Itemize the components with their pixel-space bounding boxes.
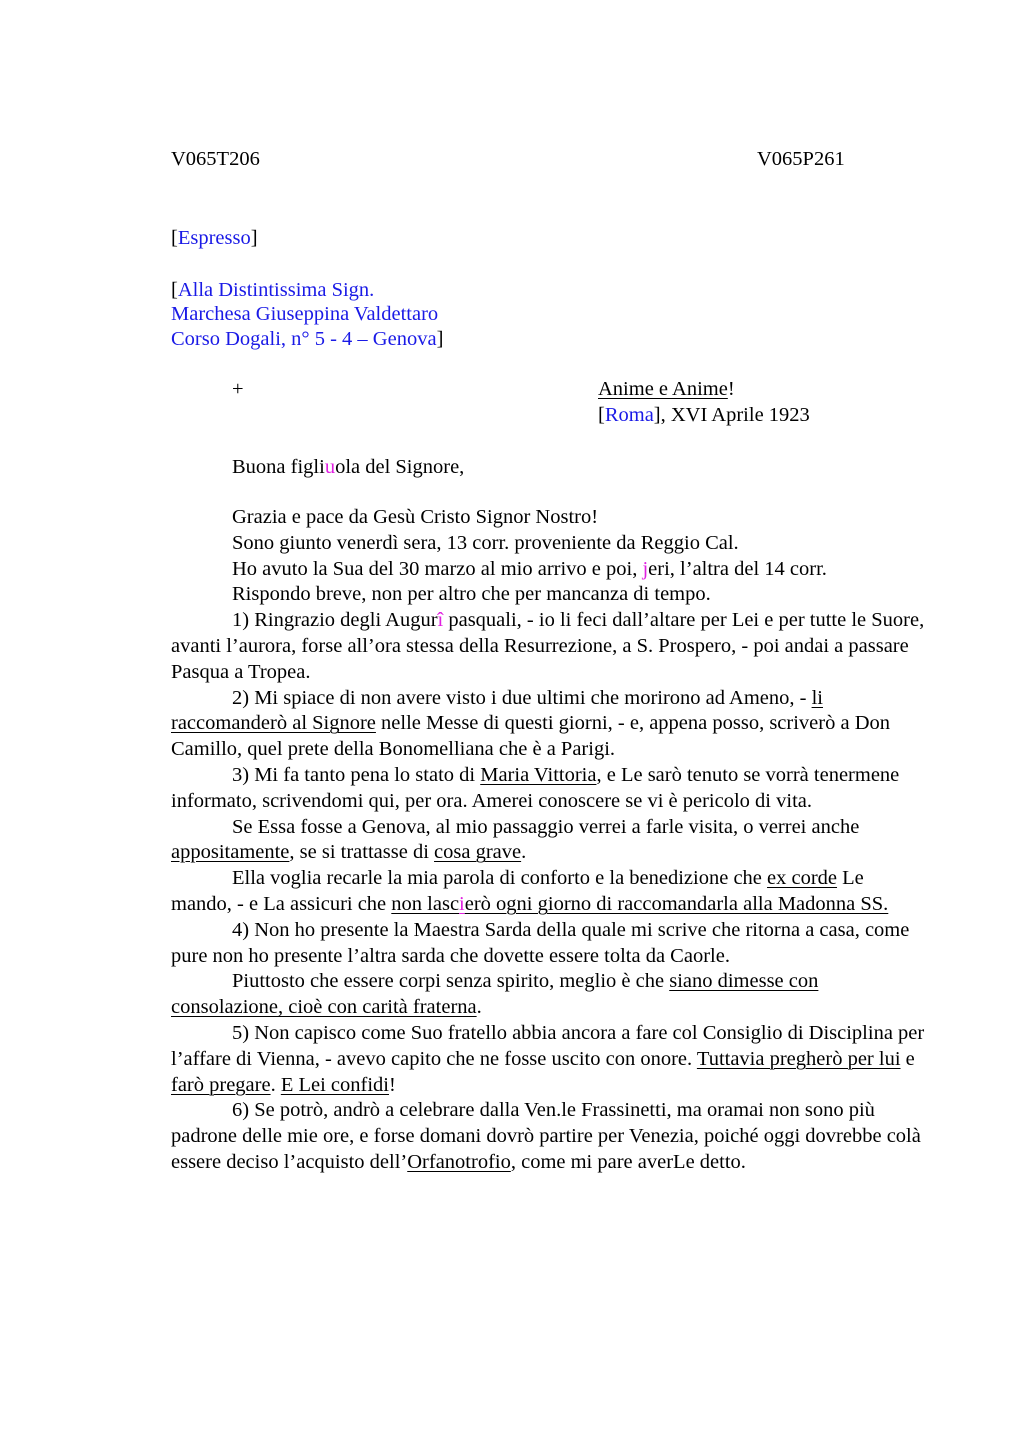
address-line-3: Corso Dogali, n° 5 - 4 – Genova] — [171, 328, 444, 350]
underlined-text: cosa grave — [434, 841, 522, 864]
text-span: Se Essa fosse a Genova, al mio passaggio verrei a farle visita, o verrei anche — [232, 815, 860, 838]
text-span: Ho avuto la Sua del 30 marzo al mio arrivo e poi, — [232, 557, 643, 580]
paragraph — [171, 686, 926, 763]
paragraph: 4) Non ho presente la Maestra Sarda della quale mi scrive che ritorna a casa, come pure non ho presente l’altra sarda che dovette essere tolta da Caorle. — [171, 918, 910, 967]
text-span: . — [476, 996, 482, 1019]
text-span: . — [521, 841, 527, 864]
text-span: ! — [388, 1073, 396, 1096]
underlined-text: appositamente — [171, 841, 290, 864]
paragraph — [171, 608, 926, 685]
motto: Anime e Anime! — [598, 378, 735, 400]
text-span: . — [270, 1073, 281, 1096]
paragraph — [171, 557, 926, 583]
paragraph: Grazia e pace da Gesù Cristo Signor Nostro! — [232, 506, 599, 528]
underlined-text: farò pregare — [171, 1073, 271, 1096]
text-span: 2) Mi spiace di non avere visto i due ultimi che morirono ad Ameno, - — [232, 686, 812, 709]
underlined-text: Tuttavia pregherò per lui — [696, 1047, 901, 1070]
address-line-1: [Alla Distintissima Sign. — [171, 279, 375, 301]
salutation-correction: u — [324, 456, 336, 478]
address-line-3-text: Corso Dogali, n° 5 - 4 – Genova — [171, 328, 437, 350]
correction-mark: j — [642, 557, 649, 580]
salutation — [232, 454, 464, 480]
text-span: Ella voglia recarle la mia parola di conforto e la benedizione che — [232, 867, 768, 890]
text-span: Piuttosto che essere corpi senza spirito, meglio è che — [232, 970, 670, 993]
underlined-text: erò ogni giorno di raccomandarla alla Madonna SS. — [464, 892, 889, 915]
correction-mark: i — [459, 892, 465, 915]
salutation-part: Buona figli — [232, 456, 325, 478]
place-date: [Roma], XVI Aprile 1923 — [598, 404, 810, 426]
underlined-text: ex corde — [767, 867, 838, 890]
envelope-type-text: Espresso — [177, 227, 251, 249]
address-line-1-text: Alla Distintissima Sign. — [177, 279, 375, 301]
text-span: eri, l’altra del 14 corr. — [648, 557, 827, 580]
address-line-2: Marchesa Giuseppina Valdettaro — [171, 303, 439, 325]
paragraph — [171, 1021, 926, 1098]
text-span: Le mando, - e La assicuri che — [171, 867, 864, 915]
underlined-text: Maria Vittoria — [480, 763, 597, 786]
text-span: 5) Non capisco come Suo fratello abbia ancora a fare col Consiglio di Disciplina per l’affare di Vienna, - avevo capito che ne fosse uscito con onore. — [171, 1021, 925, 1070]
place-text: Roma — [604, 404, 654, 426]
letter-body — [171, 505, 926, 1176]
paragraph: Sono giunto venerdì sera, 13 corr. proveniente da Reggio Cal. — [232, 531, 739, 554]
underlined-text: E Lei confidi — [280, 1073, 389, 1096]
paragraph — [171, 815, 926, 867]
text-span: nelle Messe di questi giorni, - e, appena posso, scriverò a Don Camillo, quel prete della Bonomelliana che è a Parigi. — [171, 712, 891, 761]
underlined-text: Orfanotrofio — [407, 1150, 511, 1173]
paragraph — [171, 763, 926, 815]
text-span: , come mi pare averLe detto. — [510, 1150, 746, 1173]
paragraph — [171, 1098, 926, 1175]
document-code-left: V065T206 — [171, 148, 260, 170]
text-span: 1) Ringrazio degli Augur — [232, 609, 438, 632]
salutation-part: ola del Signore, — [335, 456, 465, 478]
paragraph — [171, 866, 926, 918]
cross-symbol: + — [232, 378, 244, 400]
paragraph — [171, 969, 926, 1021]
correction-mark: î — [437, 609, 444, 632]
motto-text: Anime e Anime — [598, 378, 728, 400]
text-span: e — [900, 1047, 915, 1070]
paragraph: Rispondo breve, non per altro che per mancanza di tempo. — [232, 583, 711, 606]
underlined-text: siano dimesse con consolazione, cioè con carità fraterna — [171, 970, 819, 1019]
date-text: , XVI Aprile 1923 — [660, 404, 810, 426]
envelope-type: [Espresso] — [171, 227, 258, 249]
text-span: 6) Se potrò, andrò a celebrare dalla Ven.le Frassinetti, ma oramai non sono più padrone delle mie ore, e forse domani dovrò partire per Venezia, poiché oggi dovrebbe colà essere deciso l’acquisto dell’ — [171, 1099, 921, 1173]
text-span: , e Le sarò tenuto se vorrà tenermene informato, scrivendomi qui, per ora. Amerei conoscere se vi è pericolo di vita. — [171, 763, 900, 812]
text-span: , se si trattasse di — [289, 841, 435, 864]
text-span: pasquali, - io li feci dall’altare per Lei e per tutte le Suore, avanti l’aurora, forse all’ora stessa della Resurrezione, a S. Prospero, - poi andai a passare Pasqua a Tropea. — [171, 609, 925, 683]
document-code-right: V065P261 — [757, 148, 845, 170]
underlined-text: non lasc — [391, 892, 460, 915]
text-span: 3) Mi fa tanto pena lo stato di — [232, 763, 481, 786]
underlined-text: li raccomanderò al Signore — [171, 686, 823, 735]
